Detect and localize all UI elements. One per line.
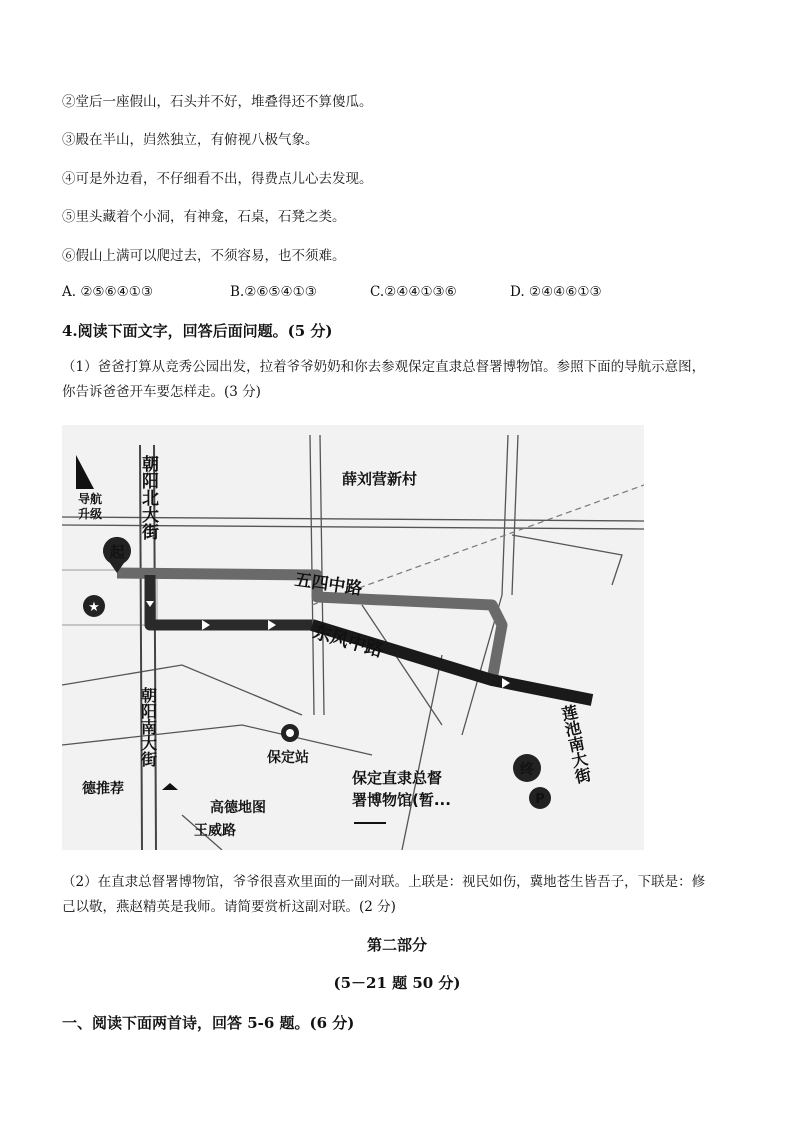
option-c: C.②④④①③⑥	[370, 284, 457, 300]
star-icon	[83, 595, 105, 617]
wusi-road-label: 五四中路	[293, 570, 364, 600]
option-d: D. ②④④⑥①③	[510, 284, 602, 300]
question-4-part-1	[62, 355, 734, 405]
lianchi-south-label: 莲池南大街	[557, 703, 593, 786]
sentence-3: ③殿在半山，岿然独立，有俯视八极气象。	[62, 132, 319, 148]
sentence-5: ⑤里头藏着个小洞，有神龛，石桌，石凳之类。	[62, 209, 346, 225]
nav-upgrade-line-1: 导航	[78, 492, 103, 506]
option-b: B.②⑥⑤④①③	[230, 284, 317, 300]
museum-label-line-1: 保定直隶总督	[352, 769, 443, 787]
museum-label-line-2: 署博物馆(暂...	[352, 791, 451, 809]
gaode-label-line-2: 王威路	[194, 823, 236, 839]
question-4-part-1-line-2: 你告诉爸爸开车要怎样走。(3 分)	[62, 384, 261, 400]
section-1-heading: 一、阅读下面两首诗，回答 5-6 题。(6 分)	[62, 1014, 355, 1032]
sentence-2: ②堂后一座假山，石头并不好，堆叠得还不算傻瓜。	[62, 94, 373, 110]
village-label: 薛刘营新村	[342, 470, 418, 488]
chaoyang-south-label: 朝阳南大街	[138, 687, 158, 767]
sentence-6: ⑥假山上满可以爬过去，不须容易，也不须难。	[62, 248, 346, 264]
gaode-label-line-1: 高德地图	[210, 800, 266, 816]
start-label: 起	[109, 543, 125, 561]
navigation-map	[62, 425, 644, 850]
question-4-part-1-line-1: （1）爸爸打算从竞秀公园出发，拉着爷爷奶奶和你去参观保定直隶总督署博物馆。参照下面的导航示意图，	[62, 359, 706, 375]
question-4-part-2-line-1: （2）在直隶总督署博物馆，爷爷很喜欢里面的一副对联。上联是：视民如伤，冀地苍生皆吾子，下联是：修	[62, 874, 706, 890]
chaoyang-north-label: 朝阳北大街	[138, 455, 158, 540]
dongfeng-road-label: 东风中路	[310, 621, 386, 662]
question-4-part-2-line-2: 己以敬，燕赵精英是我师。请简要赏析这副对联。(2 分)	[62, 899, 396, 915]
station-label: 保定站	[267, 750, 309, 766]
navigation-map-drawing	[62, 425, 644, 850]
parking-label: P	[535, 792, 545, 807]
recommend-label: 德推荐	[82, 781, 124, 797]
station-icon	[281, 724, 299, 742]
part-2-title: 第二部分	[366, 936, 427, 954]
nav-upgrade-line-2: 升级	[78, 507, 103, 521]
question-4-part-2	[62, 870, 734, 920]
question-4-heading: 4.阅读下面文字，回答后面问题。(5 分)	[62, 322, 333, 340]
sentence-4: ④可是外边看，不仔细看不出，得费点儿心去发现。	[62, 171, 373, 187]
part-2-subtitle: (5－21 题 50 分)	[333, 974, 461, 992]
end-label: 终	[520, 762, 534, 778]
svg-text:★: ★	[88, 600, 100, 615]
option-a: A. ②⑤⑥④①③	[62, 284, 153, 300]
